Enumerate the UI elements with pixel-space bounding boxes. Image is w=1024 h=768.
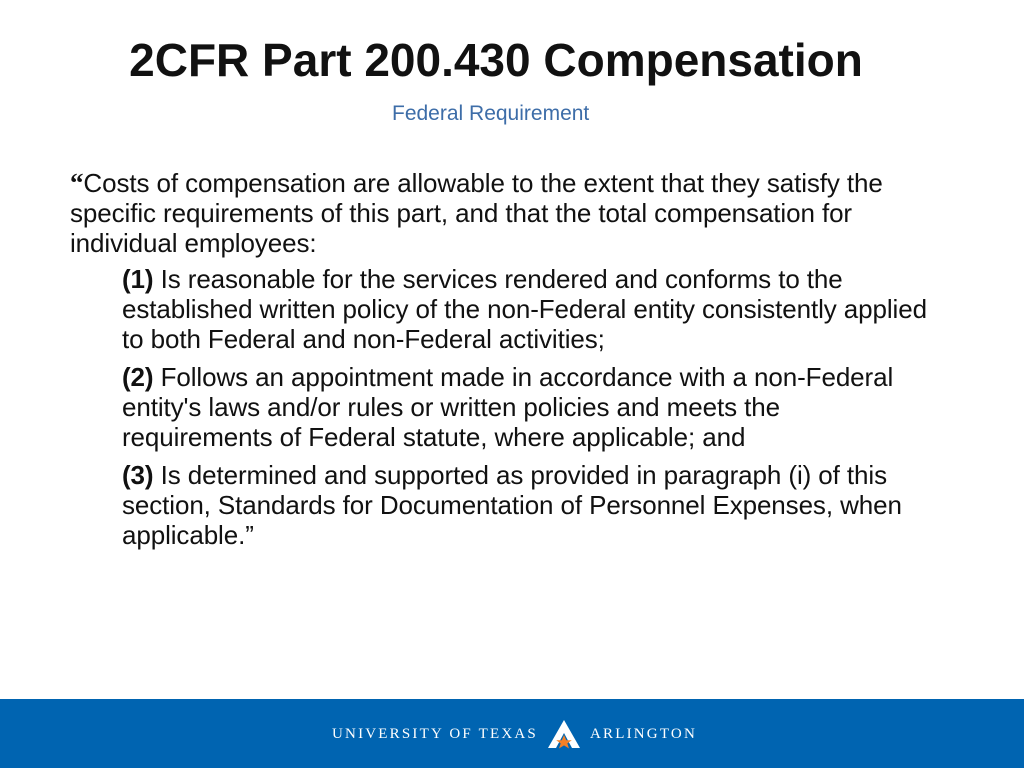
footer-bar: [0, 699, 1024, 768]
requirement-item-1: [122, 264, 930, 354]
item-text: Follows an appointment made in accordance with a non-Federal entity's laws and/or rules or written policies and meets the requirements of Federal statute, where applicable; and: [122, 362, 894, 452]
requirement-item-2: [122, 362, 930, 452]
item-number: (1): [122, 264, 154, 294]
a-star-logo-icon: [544, 719, 584, 749]
logo-text-right: ARLINGTON: [589, 725, 698, 742]
logo-text-left: UNIVERSITY OF TEXAS: [332, 725, 538, 742]
open-quote-mark: “: [70, 168, 84, 198]
item-number: (3): [122, 460, 154, 490]
item-text: Is determined and supported as provided in paragraph (i) of this section, Standards for Documentation of Personnel Expenses, when applicable.”: [122, 460, 902, 550]
item-number: (2): [122, 362, 154, 392]
requirement-item-3: [122, 460, 930, 550]
slide-subtitle: Federal Requirement: [392, 102, 590, 125]
item-text: Is reasonable for the services rendered and conforms to the established written policy of the non-Federal entity consistently applied to both Federal and non-Federal activities;: [122, 264, 927, 354]
slide-title: 2CFR Part 200.430 Compensation: [129, 34, 863, 86]
quote-intro: [70, 168, 930, 258]
intro-text: Costs of compensation are allowable to the extent that they satisfy the specific requirements of this part, and that the total compensation for individual employees:: [70, 168, 883, 258]
university-logo: [332, 719, 697, 749]
quote-body: [70, 168, 930, 558]
